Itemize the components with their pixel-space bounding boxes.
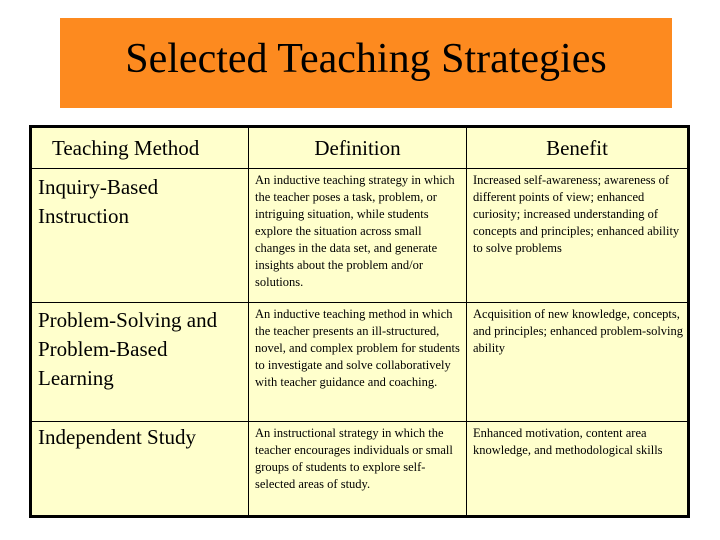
header-benefit: Benefit: [467, 127, 689, 169]
benefit-cell: Enhanced motivation, content area knowledge, and methodological skills: [467, 421, 689, 516]
definition-cell: An inductive teaching method in which the teacher presents an ill-structured, novel, and complex problem for students to investigate and solve collaboratively with teacher guidance and coaching.: [249, 303, 467, 421]
table-row: [31, 421, 689, 516]
header-definition: Definition: [249, 127, 467, 169]
header-teaching-method: Teaching Method: [31, 127, 249, 169]
definition-cell: An inductive teaching strategy in which the teacher poses a task, problem, or intriguing situation, while students explore the situation across small changes in the data set, and generate insights about the problem and/or solutions.: [249, 169, 467, 303]
table-row: [31, 303, 689, 421]
method-cell: Inquiry-Based Instruction: [31, 169, 249, 303]
definition-cell: An instructional strategy in which the teacher encourages individuals or small groups of students to explore self-selected areas of study.: [249, 421, 467, 516]
method-cell: Problem-Solving and Problem-Based Learning: [31, 303, 249, 421]
slide-title: Selected Teaching Strategies: [125, 36, 607, 82]
strategies-table: [29, 125, 690, 518]
table-header-row: [31, 127, 689, 169]
method-cell: Independent Study: [31, 421, 249, 516]
table-row: [31, 169, 689, 303]
benefit-cell: Increased self-awareness; awareness of different points of view; enhanced curiosity; increased understanding of concepts and principles; enhanced ability to solve problems: [467, 169, 689, 303]
title-banner: [60, 18, 672, 108]
benefit-cell: Acquisition of new knowledge, concepts, and principles; enhanced problem-solving ability: [467, 303, 689, 421]
